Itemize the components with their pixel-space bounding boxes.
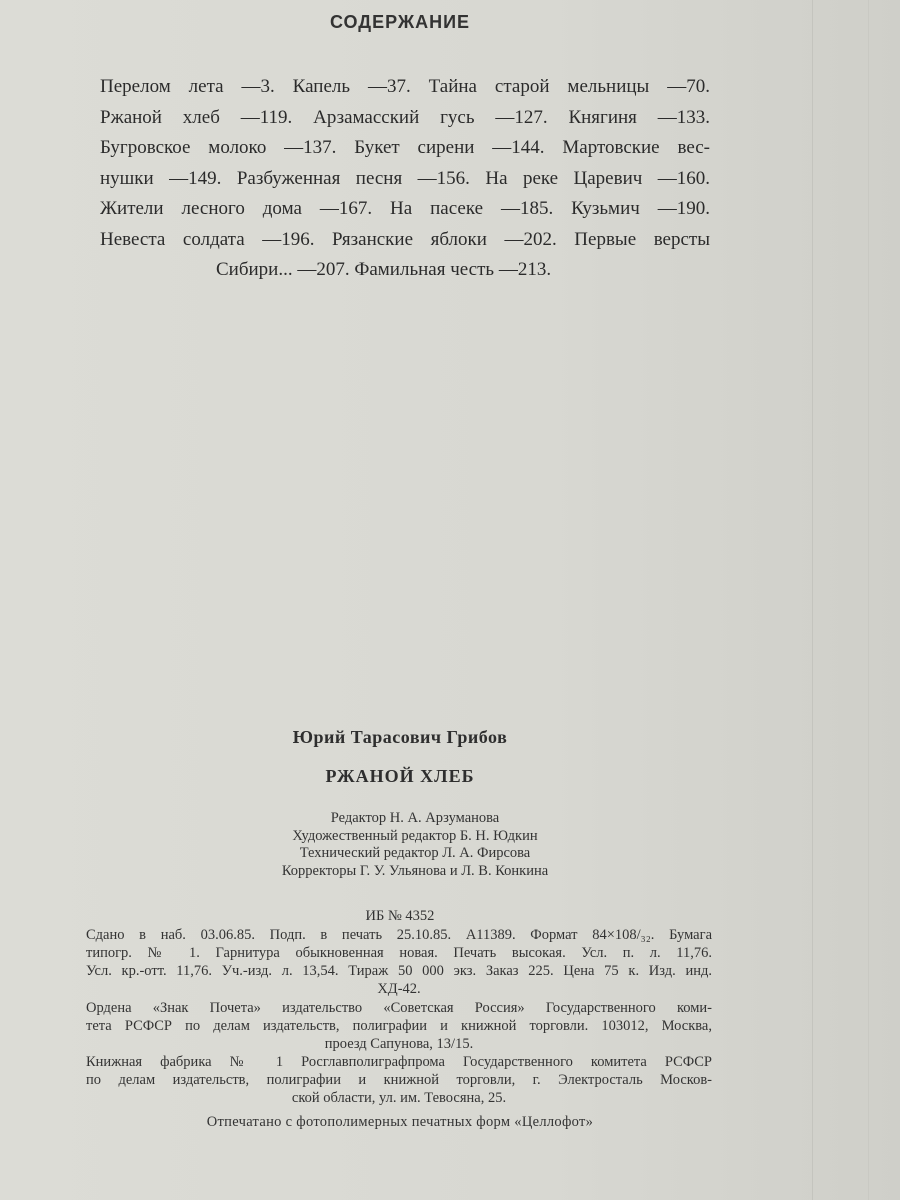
contents-heading: СОДЕРЖАНИЕ	[329, 12, 471, 32]
contents-line: нушки —149. Разбуженная песня —156. На реке Царевич —160.	[100, 167, 710, 189]
contents-line: Перелом лета —3. Капель —37. Тайна старой мельницы —70.	[100, 76, 710, 97]
table-of-contents	[100, 72, 710, 286]
page-edge-line	[868, 0, 869, 1200]
contents-line: Ржаной хлеб —119. Арзамасский гусь —127. Княгиня —133.	[100, 106, 710, 128]
credit-line: Технический редактор Л. А. Фирсова	[299, 845, 531, 861]
page-edge-line	[812, 0, 813, 1200]
printer-line: Книжная фабрика № 1 Росглавполиграфпрома Государственного комитета РСФСР	[86, 1054, 712, 1070]
publisher-line: тета РСФСР по делам издательств, полиграфии и книжной торговли. 103012, Москва,	[86, 1018, 712, 1034]
credit-line: Корректоры Г. У. Ульянова и Л. В. Конкина	[281, 862, 549, 879]
print-details-line: Усл. кр.-отт. 11,76. Уч.-изд. л. 13,54. Тираж 50 000 экз. Заказ 225. Цена 75 к. Изд. инд.	[86, 963, 712, 979]
contents-line: Сибири... —207. Фамильная честь —213.	[216, 259, 552, 280]
contents-line: Невеста солдата —196. Рязанские яблоки —202. Первые версты	[100, 228, 710, 250]
credit-line: Редактор Н. А. Арзуманова	[330, 810, 500, 826]
credit-line: Художественный редактор Б. Н. Юдкин	[292, 827, 538, 844]
printer-info	[86, 1053, 712, 1107]
author-name: Юрий Тарасович Грибов	[292, 727, 508, 747]
printer-line: ской области, ул. им. Тевосяна, 25.	[291, 1090, 507, 1106]
contents-line: Бугровское молоко —137. Букет сирени —144. Мартовские вес-	[100, 137, 710, 158]
publisher-info	[86, 999, 712, 1053]
ib-number: ИБ № 4352	[365, 908, 435, 924]
publisher-line: проезд Сапунова, 13/15.	[324, 1036, 474, 1052]
print-details	[86, 926, 712, 998]
printer-line: по делам издательств, полиграфии и книжной торговли, г. Электросталь Москов-	[86, 1072, 712, 1088]
print-details-line: Сдано в наб. 03.06.85. Подп. в печать 25.10.85. А11389. Формат 84×108/₃₂. Бумага	[86, 927, 712, 943]
print-details-line: ХД-42.	[377, 981, 421, 997]
credits-list	[0, 810, 830, 880]
printed-note: Отпечатано с фотополимерных печатных форм «Целлофот»	[206, 1114, 594, 1130]
book-title: РЖАНОЙ ХЛЕБ	[325, 766, 475, 786]
publisher-line: Ордена «Знак Почета» издательство «Советская Россия» Государственного коми-	[86, 1000, 712, 1016]
print-details-line: типогр. № 1. Гарнитура обыкновенная новая. Печать высокая. Усл. п. л. 11,76.	[86, 945, 712, 961]
contents-line: Жители лесного дома —167. На пасеке —185. Кузьмич —190.	[100, 198, 710, 219]
